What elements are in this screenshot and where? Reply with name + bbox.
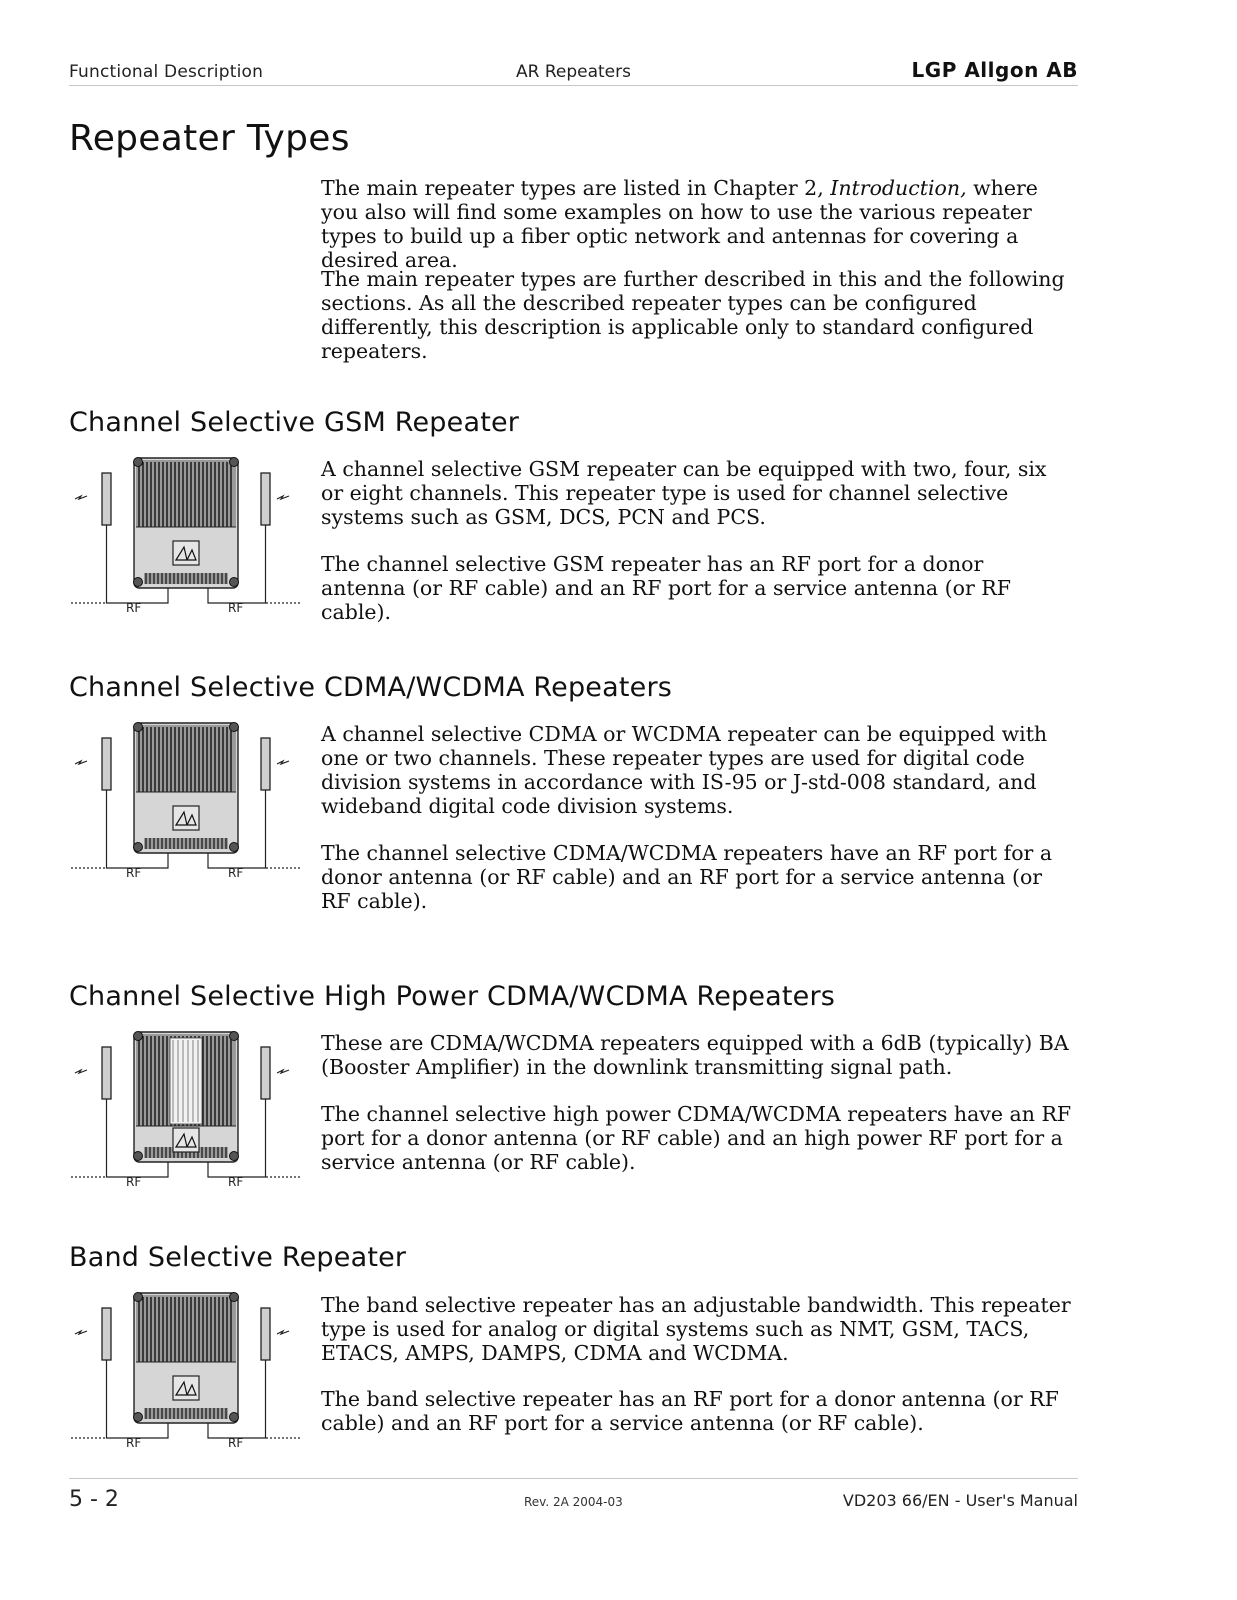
mounting-bolt <box>230 1413 239 1422</box>
donor-antenna <box>102 1047 111 1099</box>
radio-wave-icon <box>277 761 289 764</box>
page-number: 5 - 2 <box>69 1487 119 1512</box>
section-gsm-paragraph-1: A channel selective GSM repeater can be equipped with two, four, six or eight channels. This repeater type is used for channel selective systems such as GSM, DCS, PCN and PCS. <box>321 457 1047 529</box>
revision-info: Rev. 2A 2004-03 <box>524 1495 623 1509</box>
repeater-diagram <box>66 452 306 617</box>
repeater-diagram <box>66 1026 306 1191</box>
header-company-name: LGP Allgon AB <box>911 58 1078 82</box>
section-title-high-power-cdma: Channel Selective High Power CDMA/WCDMA Repeaters <box>69 981 836 1012</box>
donor-antenna <box>102 1308 111 1360</box>
service-antenna <box>261 1047 270 1099</box>
radio-wave-icon <box>277 1331 289 1334</box>
mounting-bolt <box>134 1152 143 1161</box>
intro-chapter-reference: Introduction, <box>830 176 967 200</box>
service-antenna <box>261 738 270 790</box>
rf-port-label: RF <box>228 866 244 880</box>
mounting-bolt <box>134 843 143 852</box>
mounting-bolt <box>230 843 239 852</box>
repeater-figure <box>66 1287 306 1452</box>
section-title-cdma: Channel Selective CDMA/WCDMA Repeaters <box>69 672 673 703</box>
mounting-bolt <box>134 723 143 732</box>
mounting-bolt <box>134 578 143 587</box>
section-cdma-paragraph-1: A channel selective CDMA or WCDMA repeater can be equipped with one or two channels. These repeater types are used for digital code division systems in accordance with IS-95 or J-std-008 standard, and wideband digital code division systems. <box>321 722 1048 818</box>
section-band-paragraph-1: The band selective repeater has an adjustable bandwidth. This repeater type is used for analog or digital systems such as NMT, GSM, TACS, ETACS, AMPS, DAMPS, CDMA and WCDMA. <box>321 1293 1071 1365</box>
mounting-bolt <box>230 1032 239 1041</box>
section-high-power-paragraph-2: The channel selective high power CDMA/WCDMA repeaters have an RF port for a donor antenna (or RF cable) and an high power RF port for a service antenna (or RF cable). <box>321 1102 1072 1174</box>
rf-port-label: RF <box>228 601 244 615</box>
rf-port-label: RF <box>228 1175 244 1189</box>
repeater-figure <box>66 717 306 882</box>
section-band-paragraph-2: The band selective repeater has an RF port for a donor antenna (or RF cable) and an RF port for a service antenna (or RF cable). <box>321 1387 1059 1435</box>
page-title: Repeater Types <box>69 118 350 159</box>
repeater-diagram <box>66 717 306 882</box>
rf-port-label: RF <box>228 1436 244 1450</box>
section-title-gsm: Channel Selective GSM Repeater <box>69 407 520 438</box>
repeater-diagram <box>66 1287 306 1452</box>
section-cdma-paragraph-2: The channel selective CDMA/WCDMA repeaters have an RF port for a donor antenna (or RF cable) and an RF port for a service antenna (or RF cable). <box>321 841 1053 913</box>
service-antenna <box>261 1308 270 1360</box>
mounting-bolt <box>134 1293 143 1302</box>
radio-wave-icon <box>75 496 87 499</box>
donor-antenna <box>102 738 111 790</box>
donor-antenna <box>102 473 111 525</box>
mounting-bolt <box>230 1293 239 1302</box>
radio-wave-icon <box>277 496 289 499</box>
service-antenna <box>261 473 270 525</box>
rf-port-label: RF <box>126 1436 142 1450</box>
section-title-band-selective: Band Selective Repeater <box>69 1242 407 1273</box>
rf-port-label: RF <box>126 1175 142 1189</box>
page-header <box>69 58 1078 86</box>
repeater-figure <box>66 452 306 617</box>
radio-wave-icon <box>75 1070 87 1073</box>
mounting-bolt <box>230 458 239 467</box>
section-high-power-paragraph-1: These are CDMA/WCDMA repeaters equipped with a 6dB (typically) BA (Booster Amplifier) in the downlink transmitting signal path. <box>321 1031 1069 1079</box>
radio-wave-icon <box>75 761 87 764</box>
radio-wave-icon <box>277 1070 289 1073</box>
mounting-bolt <box>134 1032 143 1041</box>
header-section-name: Functional Description <box>69 62 264 82</box>
intro-paragraph-1: The main repeater types are listed in Chapter 2, Introduction, where you also will find some examples on how to use the various repeater types to build up a fiber optic network and antennas for covering a desired area. <box>321 176 1038 272</box>
header-product-name: AR Repeaters <box>516 62 631 82</box>
rf-port-label: RF <box>126 601 142 615</box>
mounting-bolt <box>134 458 143 467</box>
section-gsm-paragraph-2: The channel selective GSM repeater has an RF port for a donor antenna (or RF cable) and an RF port for a service antenna (or RF cable). <box>321 552 1011 624</box>
manual-id: VD203 66/EN - User's Manual <box>842 1491 1078 1510</box>
mounting-bolt <box>230 1152 239 1161</box>
page-footer <box>69 1478 1078 1518</box>
repeater-figure <box>66 1026 306 1191</box>
intro-paragraph-2: The main repeater types are further described in this and the following sections. As all the described repeater types can be configured differently, this description is applicable only to standard configured repeaters. <box>321 267 1065 363</box>
rf-port-label: RF <box>126 866 142 880</box>
mounting-bolt <box>230 578 239 587</box>
mounting-bolt <box>230 723 239 732</box>
booster-amplifier <box>170 1038 202 1124</box>
mounting-bolt <box>134 1413 143 1422</box>
radio-wave-icon <box>75 1331 87 1334</box>
